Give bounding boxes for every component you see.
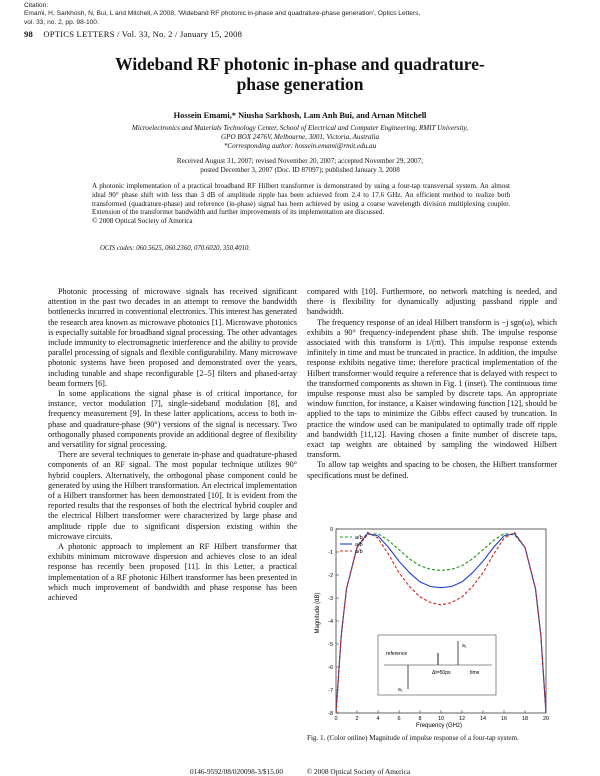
- x-tick-label: 20: [542, 716, 550, 722]
- x-tick-label: 2: [355, 716, 359, 722]
- y-tick-label: 0: [329, 527, 333, 533]
- paragraph: Photonic processing of microwave signals has received significant attention in the past two decades in an attempt to remove the bandwidth bottlenecks incurred in conventional electronics. This interest has generated the research area known as microwave photonics [1]. Microwave photonics is especially suitable for broadband signal processing. The other advantages include immunity to electromagnetic interference and the ability to provide parallel processing of signals and flexible configurability. Many microwave photonic systems have been proposed and demonstrated over the years, including tunable and shape reconfigurable [2–5] filters and phased-array beam formers [6].: [48, 287, 297, 388]
- title-line-2: phase generation: [236, 74, 364, 94]
- figure-1-chart: [310, 523, 556, 730]
- abstract-text: A photonic implementation of a practical broadband RF Hilbert transformer is demonstrated by using a four-tap transversal system. An almost ideal 90° phase shift with less than 3 dB of amplitude ripple has been achieved from 2.4 to 17.6 GHz. An efficient method to realize both transformed (quadrature-phase) and reference (in-phase) signal has been achieved by using a coarse wavelength division multiplexing coupler. Extension of the transformer bandwidth and further improvements of its implementation are discussed.: [92, 182, 510, 217]
- chart-legend: [340, 535, 363, 555]
- legend-label: a/b: [355, 549, 363, 555]
- abstract-copyright: © 2008 Optical Society of America: [92, 217, 193, 226]
- inset-a1-label: a₁: [462, 643, 467, 649]
- y-axis-label: Magnitude (dB): [315, 592, 321, 634]
- y-tick-label: -4: [328, 619, 333, 625]
- dates-line-1: Received August 31, 2007; revised November 20, 2007; accepted November 29, 2007;: [176, 157, 424, 165]
- citation-line-2: vol. 33, no. 2, pp. 98-100.: [24, 18, 99, 26]
- y-tick-label: -8: [328, 711, 333, 717]
- citation-line-1: Emami, H, Sarkhosh, N, Bui, L and Mitchell, A 2008, 'Wideband RF photonic in-phase and quadrature-phase generation', Optics Letters,: [24, 10, 421, 18]
- inset-reference-label: reference: [386, 651, 408, 657]
- paragraph: The frequency response of an ideal Hilbert transform is −j sgn(ω), which exhibits a 90° frequency-independent phase shift. The impulse response associated with this transform is 1/(πt). This impulse response extends infinitely in time and must be truncated in practice. In addition, the impulse response exhibits negative time; therefore practical implementation of the Hilbert transformer would require a reference that is delayed with respect to the transformed components as shown in Fig. 1 (inset). The continuous time impulse response must also be sampled by discrete taps. An appropriate window function, for instance, a Kaiser windowing function [12], should be applied to the taps to minimize the Gibbs effect caused by truncation. In practice the window used can be manipulated to optimally trade off ripple and bandwidth [11,12]. Having chosen a finite number of discrete taps, exact tap weights are obtained by sampling the windowed Hilbert transform.: [307, 317, 557, 460]
- page-footer: [0, 767, 600, 776]
- y-tick-label: -6: [328, 665, 333, 671]
- y-tick-label: -2: [328, 573, 333, 579]
- legend-label: a/b: [355, 542, 363, 548]
- affiliation-line-2: GPO BOX 2476V, Melbourne, 3001, Victoria, Australia: [220, 133, 380, 141]
- publication-dates: [60, 157, 540, 175]
- chart-inset: [378, 635, 496, 695]
- x-tick-label: 6: [397, 716, 401, 722]
- legend-label: a/b: [355, 535, 363, 541]
- footer-copyright: © 2008 Optical Society of America: [306, 767, 411, 776]
- page-number: 98: [24, 29, 33, 39]
- corresponding-author: *Corresponding author: hossein.emami@rmit.edu.au: [223, 142, 377, 150]
- y-tick-label: -5: [328, 642, 333, 648]
- x-axis-label: Frequency (GHz): [415, 723, 463, 729]
- body-column-right: [307, 287, 557, 481]
- figure-caption: Fig. 1. (Color online) Magnitude of impulse response of a four-tap system.: [307, 734, 519, 742]
- y-tick-label: -3: [328, 596, 333, 602]
- citation-label: Citation:: [24, 2, 49, 9]
- x-tick-label: 16: [500, 716, 508, 722]
- running-header: [24, 29, 242, 39]
- paper-title: [60, 54, 540, 94]
- body-column-left: [48, 287, 297, 603]
- paragraph: In some applications the signal phase is of critical importance, for instance, vector modulation [7], single-sideband modulation [8], and frequency measurement [9]. In these latter applications, access to both in-phase and quadrature-phase (90°) versions of the signal is necessary. Two orthogonally phased components provide an additional degree of flexibility and versatility for signal processing.: [48, 389, 297, 450]
- affiliation-line-1: Microelectronics and Materials Technology Center, School of Electrical and Computer Engineering, RMIT University,: [131, 124, 469, 132]
- x-tick-label: 18: [521, 716, 529, 722]
- affiliation: [40, 124, 560, 151]
- paragraph: compared with [10]. Furthermore, no network matching is needed, and there is flexibility for dynamically adjusting passband ripple and bandwidth.: [307, 287, 557, 317]
- author-list: Hossein Emami,* Niusha Sarkhosh, Lam Anh Bui, and Arnan Mitchell: [173, 111, 427, 120]
- footer-issn: 0146-9592/08/020098-3/$15.00: [189, 767, 283, 776]
- x-tick-label: 10: [437, 716, 445, 722]
- y-tick-label: -7: [328, 688, 333, 694]
- abstract: [92, 182, 510, 226]
- paragraph: There are several techniques to generate in-phase and quadrature-phased components of an RF signal. The most popular technique utilizes 90° hybrid couplers. Alternatively, the orthogonal phase component could be generated by using the Hilbert transformation. An electrical implementation of a Hilbert transformer has been demonstrated [10]. It is evident from the reported results that the responses of both the electrical hybrid coupler and the electrical Hilbert transformer were characterized by large phase and amplitude ripple due to significant dispersion existing within the microwave circuits.: [48, 450, 297, 541]
- x-tick-label: 8: [418, 716, 422, 722]
- journal-info: OPTICS LETTERS / Vol. 33, No. 2 / January 15, 2008: [43, 29, 243, 39]
- x-tick-label: 4: [376, 716, 380, 722]
- title-line-1: Wideband RF photonic in-phase and quadrature-: [115, 54, 485, 74]
- y-tick-label: -1: [328, 550, 333, 556]
- inset-time-label: time: [470, 670, 480, 676]
- inset-delta-label: Δt=50ps: [432, 670, 451, 676]
- citation-block: [24, 2, 420, 27]
- x-tick-label: 14: [479, 716, 487, 722]
- paragraph: To allow tap weights and spacing to be chosen, the Hilbert transformer specifications must be defined.: [307, 460, 557, 480]
- dates-line-2: posted December 3, 2007 (Doc. ID 87097); published January 3, 2008: [200, 165, 400, 174]
- paragraph: A photonic approach to implement an RF Hilbert transformer that exhibits minimum microwave dispersion and achieves close to an ideal response has recently been proposed [11]. In this Letter, a practical implementation of a RF photonic Hilbert transformer has been presented in which much improvement of bandwidth and phase response has been achieved: [48, 542, 297, 603]
- x-tick-label: 12: [458, 716, 466, 722]
- inset-a2-label: a₂: [398, 687, 403, 693]
- x-tick-label: 0: [334, 716, 338, 722]
- ocis-codes: OCIS codes: 060.5625, 060.2360, 070.6020, 350.4010.: [100, 245, 251, 252]
